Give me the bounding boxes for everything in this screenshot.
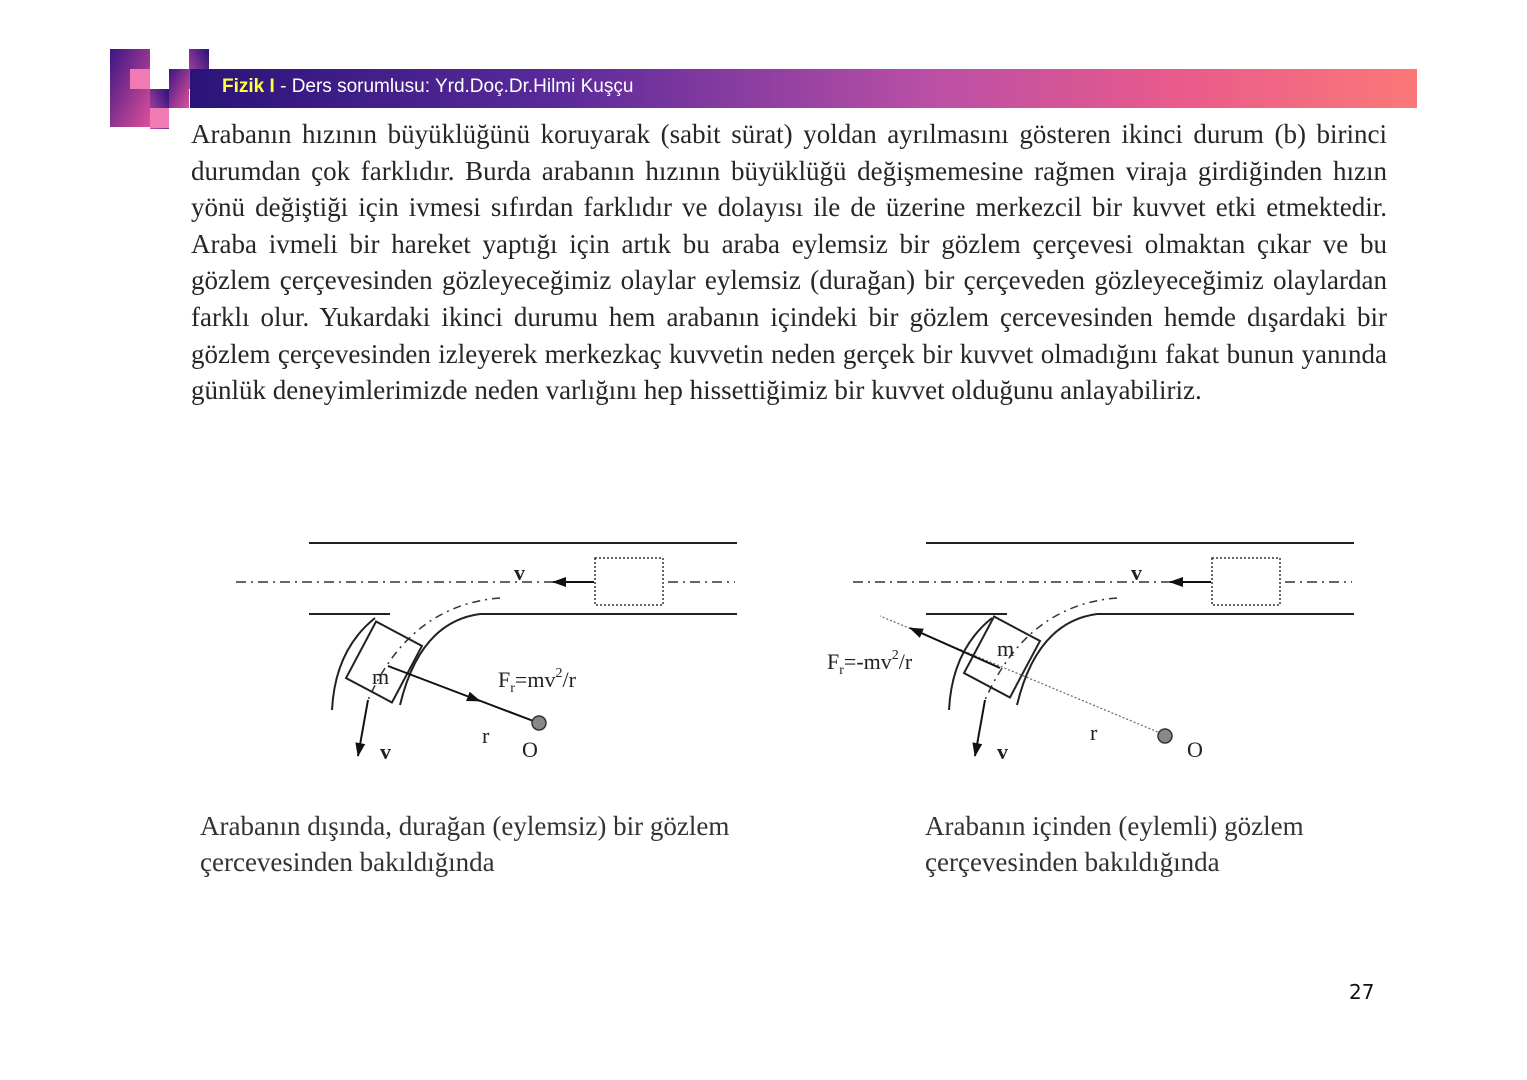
force-suffix: /r <box>562 667 576 692</box>
label-origin: O <box>1187 737 1203 762</box>
page-number: 27 <box>1349 980 1375 1004</box>
caption-left: Arabanın dışında, durağan (eylemsiz) bir gözlem çercevesinden bakıldığında <box>200 811 730 877</box>
center-point <box>532 716 546 730</box>
label-v-top: v <box>514 560 525 585</box>
car-start-box <box>595 558 663 605</box>
force-suffix: /r <box>898 649 913 674</box>
force-prefix: F <box>498 667 511 692</box>
label-v-top: v <box>1131 560 1142 585</box>
right-diagram <box>827 543 1354 764</box>
velocity-arrow-down <box>975 700 985 756</box>
force-mid: =-mv <box>843 649 892 674</box>
radius-line <box>478 700 536 722</box>
header-separator: - <box>274 76 292 97</box>
center-point <box>1158 729 1172 743</box>
label-force <box>498 666 577 696</box>
label-v-bottom: v <box>997 739 1008 764</box>
force-sup: 2 <box>891 648 899 663</box>
car-box <box>346 622 422 703</box>
force-sub: r <box>839 663 844 678</box>
label-origin: O <box>522 737 538 762</box>
car-start-box <box>1212 558 1280 605</box>
force-arrow <box>910 628 1000 668</box>
label-radius: r <box>482 723 490 748</box>
curve-inner <box>400 614 480 705</box>
instructor-name: Ders sorumlusu: Yrd.Doç.Dr.Hilmi Kuşçu <box>291 76 634 97</box>
label-radius: r <box>1090 720 1098 745</box>
label-force <box>827 648 913 678</box>
force-sup: 2 <box>555 666 563 681</box>
caption-right: Arabanın içinden (eylemli) gözlem çerçevesinden bakıldığında <box>925 811 1304 877</box>
label-mass: m <box>372 664 390 689</box>
label-mass: m <box>997 636 1015 661</box>
label-v-bottom: v <box>380 739 391 764</box>
left-diagram <box>236 543 737 764</box>
body-paragraph: Arabanın hızının büyüklüğünü koruyarak (sabit sürat) yoldan ayrılmasını gösteren ikinci durum (b) birinci durumdan çok farklıdır. Burda arabanın hızının büyüklüğü değişmemesine rağmen viraja girdiğinden hızın yönü değiştiği için ivmesi sıfırdan farklıdır ve dolayısı ile de üzerine merkezcil bir kuvvet etki etmektedir. Araba ivmeli bir hareket yaptığı için artık bu araba eylemsiz bir gözlem çerçevesi olmaktan çıkar ve bu gözlem çerçevesinden gözleyeceğimiz olaylar eylemsiz (durağan) bir çerçeveden gözleyeceğimiz olaylardan farklı olur. Yukardaki ikinci durumu hem arabanın içindeki bir gözlem çercevesinden hemde dışardaki bir gözlem çerçevesinden izleyerek merkezkaç kuvvetin neden gerçek bir kuvvet olmadığını fakat bunun yanında günlük deneyimlerimizde neden varlığını hep hissettiğimiz bir kuvvet olduğunu anlayabiliriz. <box>191 119 1387 406</box>
velocity-arrow-down <box>358 700 368 756</box>
course-name: Fizik I <box>222 76 275 97</box>
force-sub: r <box>510 681 515 696</box>
force-prefix: F <box>827 649 840 674</box>
force-mid: =mv <box>514 667 556 692</box>
